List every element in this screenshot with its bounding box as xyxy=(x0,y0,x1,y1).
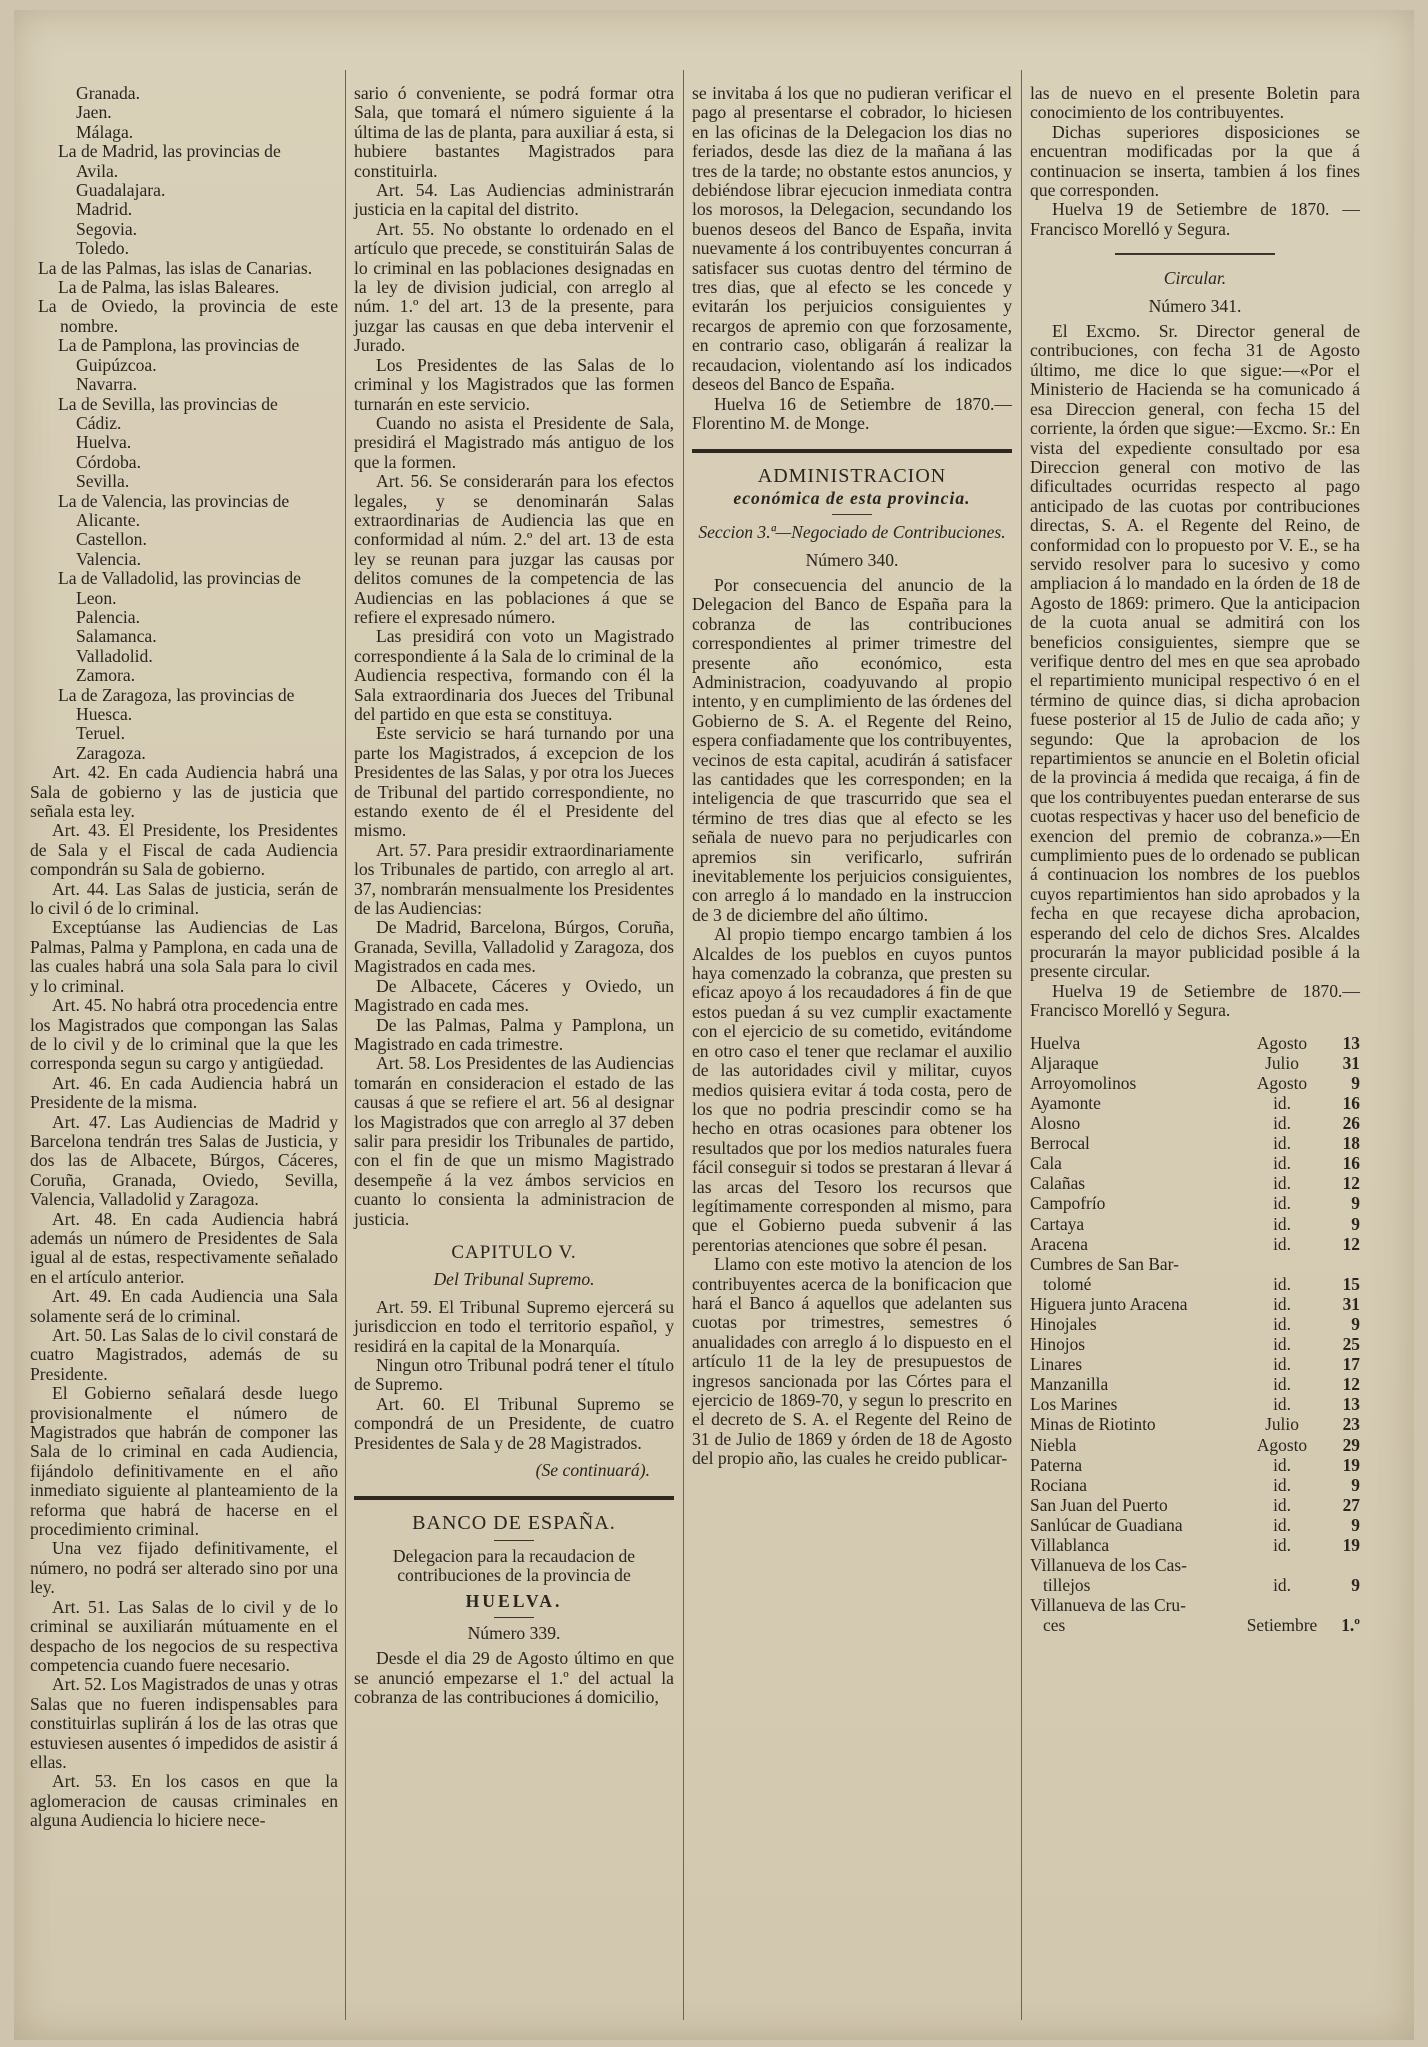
town-row xyxy=(1030,1334,1360,1354)
town-row xyxy=(1030,1294,1360,1314)
list-line: La de Valladolid, las provincias de xyxy=(58,568,301,589)
approval-day: 18 xyxy=(1342,1133,1360,1154)
short-rule xyxy=(832,514,872,515)
town-name: tolomé xyxy=(1030,1273,1092,1294)
approval-month: id. xyxy=(1273,1575,1291,1596)
paragraph: Art. 44. Las Salas de justicia, serán de lo civil ó de lo criminal. xyxy=(30,878,338,919)
approval-day: 15 xyxy=(1342,1273,1360,1294)
list-line: La de Oviedo, la provincia de este nombre. xyxy=(38,296,338,336)
list-line: Sevilla. xyxy=(76,471,130,492)
approval-month: Agosto xyxy=(1256,1072,1308,1093)
list-line: Teruel. xyxy=(76,723,126,744)
paragraph: Art. 56. Se considerarán para los efectos legales, y se denominarán Salas extraordinarias de Audiencia las que en conformidad al núm. 2.º del art. 13 de esta ley se reunan para juzgar las causas por delitos comunes de la competencia de las Audiencias en las poblaciones á que se refiere el expresado número. xyxy=(354,471,674,627)
column-2 xyxy=(354,84,674,1708)
approval-day: 26 xyxy=(1342,1113,1360,1134)
approval-day xyxy=(1324,1595,1360,1615)
approval-month: id. xyxy=(1273,1474,1291,1495)
paragraph: Art. 53. En los casos en que la aglomeracion de causas criminales en alguna Audiencia lo hiciere nece- xyxy=(30,1771,338,1831)
approval-day: 23 xyxy=(1342,1414,1360,1435)
approval-month xyxy=(1240,1254,1324,1274)
list-line: La de Sevilla, las provincias de xyxy=(58,393,278,414)
town-name: Cala xyxy=(1030,1153,1062,1174)
list-line: Málaga. xyxy=(76,121,134,142)
paragraph: Art. 55. No obstante lo ordenado en el artículo que precede, se constituirán Salas de lo criminal en las poblaciones designadas en la ley de division judicial, con arreglo al núm. 1.º del art. 13 de la presente, para juzgar las causas en que deba intervenir el Jurado. xyxy=(354,218,674,356)
town-row xyxy=(1030,1495,1360,1515)
list-line: Salamanca. xyxy=(76,626,157,647)
paragraph: De las Palmas, Palma y Pamplona, un Magistrado en cada trimestre. xyxy=(354,1014,674,1054)
approval-month: id. xyxy=(1273,1354,1291,1375)
town-row xyxy=(1030,1455,1360,1475)
centered-line: Número 340. xyxy=(805,549,899,570)
list-line: Castellon. xyxy=(76,529,147,550)
approval-day xyxy=(1324,1254,1360,1274)
list-line: Guadalajara. xyxy=(76,180,166,201)
list-line: Madrid. xyxy=(76,199,133,220)
town-name: Los Marines xyxy=(1030,1394,1118,1415)
approval-day: 9 xyxy=(1351,1213,1360,1234)
approval-day: 9 xyxy=(1351,1575,1360,1596)
approval-month: id. xyxy=(1273,1133,1291,1154)
separator-rule xyxy=(1115,253,1275,255)
town-row xyxy=(1030,1214,1360,1234)
section-heading: CAPITULO V. xyxy=(451,1241,577,1263)
list-line: Huelva. xyxy=(76,432,132,453)
list-line: Segovia. xyxy=(76,218,138,239)
town-row xyxy=(1030,1033,1360,1053)
approval-day: 13 xyxy=(1342,1394,1360,1415)
town-row xyxy=(1030,1575,1360,1595)
list-line: La de las Palmas, las islas de Canarias. xyxy=(38,257,313,278)
town-name: Ayamonte xyxy=(1030,1092,1101,1113)
approval-month: id. xyxy=(1273,1394,1291,1415)
approval-day: 27 xyxy=(1342,1494,1360,1515)
list-line: Jaen. xyxy=(76,102,112,123)
approval-month: id. xyxy=(1273,1233,1291,1254)
approval-day: 17 xyxy=(1342,1354,1360,1375)
approval-day: 16 xyxy=(1342,1092,1360,1113)
town-name: Hinojales xyxy=(1030,1314,1097,1334)
approval-day: 9 xyxy=(1351,1314,1360,1334)
town-row xyxy=(1030,1113,1360,1133)
approval-month: id. xyxy=(1273,1514,1291,1535)
list-line: Valencia. xyxy=(76,548,141,569)
town-name: Calañas xyxy=(1030,1173,1086,1194)
list-line: Guipúzcoa. xyxy=(76,354,157,375)
paragraph: Las presidirá con voto un Magistrado correspondiente á la Sala de lo criminal de la Audiencia respectiva, formando con él la Sala extraordinaria dos Jueces del Tribunal del partido en que esta se constituya. xyxy=(354,626,674,724)
paragraph: Los Presidentes de las Salas de lo criminal y los Magistrados que las formen turnarán en este servicio. xyxy=(354,354,674,414)
approval-month: id. xyxy=(1273,1213,1291,1234)
approval-day: 19 xyxy=(1342,1535,1360,1556)
town-name: Minas de Riotinto xyxy=(1030,1414,1156,1435)
town-row xyxy=(1030,1394,1360,1414)
approval-month: Julio xyxy=(1265,1052,1299,1073)
approval-month: id. xyxy=(1273,1454,1291,1475)
town-row xyxy=(1030,1093,1360,1113)
paragraph: se invitaba á los que no pudieran verificar el pago al presentarse el cobrador, lo hiciesen en las oficinas de la Delegacion los dias no feriados, desde las diez de la mañana á las tres de la tarde; no obstante estos anuncios, y debiéndose librar ejecucion inmediata contra los morosos, la Delegacion, secundando los buenos deseos del Banco de España, invita nuevamente á los contribuyentes concurran á satisfacer sus cuotas dentro del término de tres dias, que al efecto se les concede y evitarán los perjuicios consiguientes y recargos de apremio con que forzosamente, en contrario caso, obligarán á realizar la recaudacion, violentando así los indicados deseos del Banco de España. xyxy=(692,83,1012,395)
list-line: Córdoba. xyxy=(76,451,141,472)
list-line: Zamora. xyxy=(76,665,136,686)
town-row xyxy=(1030,1475,1360,1495)
column-rule xyxy=(345,70,346,2020)
approval-day: 31 xyxy=(1342,1052,1360,1073)
section-subheading: económica de esta provincia. xyxy=(733,487,971,508)
town-row xyxy=(1030,1515,1360,1535)
town-name: Niebla xyxy=(1030,1434,1077,1455)
approval-month: id. xyxy=(1273,1273,1291,1294)
column-rule xyxy=(1021,70,1022,2020)
approval-day: 1.º xyxy=(1341,1615,1360,1636)
town-row xyxy=(1030,1053,1360,1073)
section-subheading: HUELVA. xyxy=(465,1590,563,1611)
list-line: La de Pamplona, las provincias de xyxy=(58,335,300,356)
paragraph: las de nuevo en el presente Boletin para conocimiento de los contribuyentes. xyxy=(1030,83,1360,123)
list-line: Leon. xyxy=(76,587,117,608)
town-name: San Juan del Puerto xyxy=(1030,1494,1168,1515)
column-1 xyxy=(30,84,338,1831)
approval-month xyxy=(1240,1595,1324,1615)
approval-day xyxy=(1324,1555,1360,1575)
paragraph: Art. 51. Las Salas de lo civil y de lo criminal se auxiliarán mútuamente en el despacho de los negocios de su respectiva competencia cuando fuere necesario. xyxy=(30,1596,338,1675)
town-row xyxy=(1030,1254,1360,1274)
paragraph: Huelva 19 de Setiembre de 1870. —Francisco Morelló y Segura. xyxy=(1030,199,1360,239)
approval-month xyxy=(1240,1555,1324,1575)
town-row xyxy=(1030,1435,1360,1455)
approval-day: 12 xyxy=(1342,1233,1360,1254)
list-line: La de Madrid, las provincias de xyxy=(58,141,281,162)
approval-month: Agosto xyxy=(1256,1032,1308,1053)
town-row xyxy=(1030,1615,1360,1635)
approval-month: id. xyxy=(1273,1334,1291,1355)
town-name: Paterna xyxy=(1030,1454,1083,1475)
approval-day: 16 xyxy=(1342,1153,1360,1174)
approval-day: 25 xyxy=(1342,1334,1360,1355)
paragraph: Art. 54. Las Audiencias administrarán justicia en la capital del distrito. xyxy=(354,180,674,220)
approval-month: id. xyxy=(1273,1113,1291,1134)
paragraph: Art. 48. En cada Audiencia habrá además un número de Presidentes de Sala igual al de estas, respectivamente señalado en el artículo anterior. xyxy=(30,1208,338,1287)
town-row xyxy=(1030,1354,1360,1374)
town-name: tillejos xyxy=(1030,1575,1091,1596)
town-row xyxy=(1030,1173,1360,1193)
paragraph: Ningun otro Tribunal podrá tener el título de Supremo. xyxy=(354,1355,674,1395)
section-heading: ADMINISTRACION xyxy=(757,465,947,488)
approval-month: id. xyxy=(1273,1173,1291,1194)
column-rule xyxy=(683,70,684,2020)
town-name: Campofrío xyxy=(1030,1193,1106,1214)
paragraph: Llamo con este motivo la atencion de los contribuyentes acerca de la bonificacion que hará el Banco á aquellos que adelanten sus cuotas por trimestres, semestres ó anualidades con arreglo á lo dispuesto en el artículo 11 de la ley de presupuestos de ingresos sancionada por las Córtes para el ejercicio de 1869-70, y segun lo prescrito en el decreto de S. A. el Regente del Reino de 31 de Julio de 1869 y órden de 18 de Agosto del propio año, las cuales he creido publicar- xyxy=(692,1254,1012,1469)
paragraph: De Madrid, Barcelona, Búrgos, Coruña, Granada, Sevilla, Valladolid y Zaragoza, dos Magistrados en cada mes. xyxy=(354,917,674,977)
town-row xyxy=(1030,1535,1360,1555)
paragraph: sario ó conveniente, se podrá formar otra Sala, que tomará el número siguiente á la última de las de planta, para auxiliar á esta, si hubiere bastantes Magistrados para constituirla. xyxy=(354,83,674,181)
paragraph: Desde el dia 29 de Agosto último en que se anunció empezarse el 1.º del actual la cobranza de las contribuciones á domicilio, xyxy=(354,1648,674,1708)
town-name: Aracena xyxy=(1030,1233,1088,1254)
paragraph: Art. 47. Las Audiencias de Madrid y Barcelona tendrán tres Salas de Justicia, y dos las de Albacete, Búrgos, Cáceres, Coruña, Granada, Oviedo, Sevilla, Valencia, Valladolid y Zaragoza. xyxy=(30,1111,338,1210)
separator-rule xyxy=(354,1496,674,1500)
town-row xyxy=(1030,1234,1360,1254)
paragraph: Por consecuencia del anuncio de la Delegacion del Banco de España para la cobranza de las contribuciones correspondientes al primer trimestre del presente año económico, esta Administracion, coadyuvando al propio intento, y en cumplimiento de las órdenes del Gobierno de S. A. el Regente del Reino, espera confiadamente que los contribuyentes, vecinos de esta capital, acudirán á satisfacer las cantidades que les corresponden; en la inteligencia de que trascurrido que sea el término de tres dias que al efecto se les señala de nuevo para no perjudicarles con apremios sin verificarlo, sufrirán inevitablemente los perjuicios consiguientes, con arreglo á lo mandado en la instruccion de 3 de diciembre del año último. xyxy=(692,574,1012,925)
newspaper-page xyxy=(14,10,1414,2040)
approval-day: 31 xyxy=(1342,1293,1360,1314)
town-row xyxy=(1030,1374,1360,1394)
town-row xyxy=(1030,1073,1360,1093)
town-name: Hinojos xyxy=(1030,1334,1086,1355)
town-name: Aljaraque xyxy=(1030,1052,1099,1073)
town-row xyxy=(1030,1595,1360,1615)
list-line: Huesca. xyxy=(76,704,133,724)
paragraph: Art. 49. En cada Audiencia una Sala solamente será de lo criminal. xyxy=(30,1286,338,1326)
towns-table xyxy=(1030,1033,1360,1636)
list-line: Zaragoza. xyxy=(76,742,146,763)
paragraph: Art. 58. Los Presidentes de las Audiencias tomarán en consideracion el estado de las causas á que se refiere el art. 56 al designar los Magistrados que con arreglo al 37 deben salir para presidir los Tribunales de partido, con el fin de que un mismo Magistrado desempeñe á la vez ámbos servicios en cuanto lo consienta la administracion de justicia. xyxy=(354,1053,674,1229)
paragraph: Art. 42. En cada Audiencia habrá una Sala de gobierno y las de justicia que señala esta ley. xyxy=(30,762,338,822)
paragraph: Huelva 19 de Setiembre de 1870.—Francisco Morelló y Segura. xyxy=(1030,980,1360,1021)
town-name: Berrocal xyxy=(1030,1133,1090,1154)
paragraph: Dichas superiores disposiciones se encuentran modificadas por la que á continuacion se inserta, tambien á los fines que corresponden. xyxy=(1030,121,1360,201)
list-line: Alicante. xyxy=(76,509,140,530)
approval-month: Setiembre xyxy=(1246,1615,1318,1636)
town-name: Sanlúcar de Guadiana xyxy=(1030,1514,1183,1535)
approval-month: id. xyxy=(1273,1374,1291,1395)
italic-heading: Seccion 3.ª—Negociado de Contribuciones. xyxy=(698,522,1006,543)
approval-month: id. xyxy=(1273,1314,1291,1334)
town-name: Villanueva de las Cru- xyxy=(1030,1595,1186,1616)
approval-day: 12 xyxy=(1342,1374,1360,1395)
list-line: La de Palma, las islas Baleares. xyxy=(58,277,280,298)
paragraph: Art. 60. El Tribunal Supremo se compondrá de un Presidente, de cuatro Presidentes de Sala y de 28 Magistrados. xyxy=(354,1393,674,1453)
approval-month: id. xyxy=(1273,1193,1291,1214)
town-name: Villablanca xyxy=(1030,1535,1110,1556)
list-line: Cádiz. xyxy=(76,412,122,433)
approval-day: 13 xyxy=(1342,1032,1360,1053)
town-name: Manzanilla xyxy=(1030,1374,1109,1395)
approval-day: 29 xyxy=(1342,1434,1360,1455)
town-row xyxy=(1030,1274,1360,1294)
list-line: Avila. xyxy=(76,160,119,181)
italic-heading: Circular. xyxy=(1163,268,1227,289)
centered-line: Número 339. xyxy=(467,1623,561,1644)
short-rule xyxy=(494,1617,534,1618)
town-name: Huelva xyxy=(1030,1032,1081,1053)
paragraph: Al propio tiempo encargo tambien á los Alcaldes de los pueblos en cuyos puntos haya comenzado la cobranza, que presten su eficaz apoyo á los recaudadores á fin de que estos puedan á su vez cumplir exactamente con el ejercicio de su cometido, evitándome en otro caso el tener que reclamar el auxilio de las autoridades civil y militar, cuyos medios quisiera evitar á toda costa, pero de los que no podria prescindir como se ha hecho en otras ocasiones para obtener los resultados que por los medios naturales fuera fácil conseguir si todos se prestaran á llevar á las arcas del Tesoro los recursos que legítimamente corresponden al mismo, para que el Gobierno pueda subvenir á las perentorias atenciones que sobre él pesan. xyxy=(692,924,1012,1255)
section-heading: BANCO DE ESPAÑA. xyxy=(412,1512,616,1535)
approval-day: 12 xyxy=(1342,1173,1360,1194)
town-name: Arroyomolinos xyxy=(1030,1072,1137,1093)
town-name: Alosno xyxy=(1030,1113,1081,1134)
italic-note: (Se continuará). xyxy=(535,1460,650,1481)
paragraph: El Gobierno señalará desde luego provisionalmente el número de Magistrados que habrán de componer las Sala de lo criminal en cada Audiencia, fijándolo definitivamente en el año inmediato siguiente al planteamiento de la reforma que habrá de hacerse en el procedimiento criminal. xyxy=(30,1383,338,1540)
town-row xyxy=(1030,1193,1360,1213)
list-line: Valladolid. xyxy=(76,645,153,666)
italic-heading: Del Tribunal Supremo. xyxy=(433,1269,595,1290)
centered-line: Delegacion para la recaudacion de contribuciones de la provincia de xyxy=(392,1545,636,1586)
paragraph: Cuando no asista el Presidente de Sala, presidirá el Magistrado más antiguo de los que la formen. xyxy=(354,412,674,472)
approval-month: Agosto xyxy=(1256,1434,1308,1455)
list-line: Toledo. xyxy=(76,238,130,259)
centered-line: Número 341. xyxy=(1148,295,1242,316)
town-row xyxy=(1030,1153,1360,1173)
approval-month: id. xyxy=(1273,1535,1291,1556)
list-line: La de Zaragoza, las provincias de xyxy=(58,684,295,705)
approval-month: id. xyxy=(1273,1153,1291,1174)
list-line: La de Valencia, las provincias de xyxy=(58,490,290,511)
town-name: Linares xyxy=(1030,1354,1083,1375)
approval-month: id. xyxy=(1273,1293,1291,1314)
separator-rule xyxy=(692,449,1012,453)
paragraph: Huelva 16 de Setiembre de 1870.—Florentino M. de Monge. xyxy=(692,393,1012,433)
short-rule xyxy=(494,1540,534,1541)
town-name: Cumbres de San Bar- xyxy=(1030,1253,1179,1274)
paragraph: Art. 59. El Tribunal Supremo ejercerá su jurisdiccion en todo el territorio español, y residirá en la capital de la Monarquía. xyxy=(354,1296,674,1356)
approval-day: 9 xyxy=(1351,1193,1360,1214)
approval-month: id. xyxy=(1273,1092,1291,1113)
paragraph: Art. 52. Los Magistrados de unas y otras Salas que no fueren indispensables para constituirlas suplirán á los de las otras que estuviesen ausentes ó impedidos de asistir á ellas. xyxy=(30,1674,338,1772)
list-line: Navarra. xyxy=(76,374,138,395)
list-line: Palencia. xyxy=(76,606,140,627)
town-name: ces xyxy=(1030,1615,1066,1636)
paragraph: Art. 46. En cada Audiencia habrá un Presidente de la misma. xyxy=(30,1072,338,1113)
town-row xyxy=(1030,1314,1360,1334)
list-line: Granada. xyxy=(76,83,140,103)
town-name: Higuera junto Aracena xyxy=(1030,1293,1188,1314)
column-4-text xyxy=(1030,84,1360,1021)
paragraph: Exceptúanse las Audiencias de Las Palmas, Palma y Pamplona, en cada una de las cuales habrá una sola Sala para lo civil y lo criminal. xyxy=(30,917,338,996)
paragraph: Art. 50. Las Salas de lo civil constará de cuatro Magistrados, además de su Presidente. xyxy=(30,1325,338,1384)
paragraph: Art. 57. Para presidir extraordinariamente los Tribunales de partido, con arreglo al art. 37, nombrarán mensualmente los Presidentes de las Audiencias: xyxy=(354,839,674,919)
paragraph: De Albacete, Cáceres y Oviedo, un Magistrado en cada mes. xyxy=(354,975,674,1016)
approval-month: id. xyxy=(1273,1494,1291,1515)
paragraph: Una vez fijado definitivamente, el número, no podrá ser alterado sino por una ley. xyxy=(30,1538,338,1598)
paragraph: Art. 43. El Presidente, los Presidentes de Sala y el Fiscal de cada Audiencia compondrán su Sala de gobierno. xyxy=(30,820,338,880)
paragraph: Art. 45. No habrá otra procedencia entre los Magistrados que compongan las Salas de lo civil y de lo criminal que la que les corresponda segun su cargo y antigüedad. xyxy=(30,995,338,1074)
approval-day: 9 xyxy=(1351,1514,1360,1535)
approval-month: Julio xyxy=(1265,1414,1299,1435)
paragraph: Este servicio se hará turnando por una parte los Magistrados, á excepcion de los Presidentes de las Salas, y por otra los Jueces de Tribunal del partido correspondiente, no estando exento de él el Presidente del mismo. xyxy=(354,723,674,841)
paragraph: El Excmo. Sr. Director general de contribuciones, con fecha 31 de Agosto último, me dice lo que sigue:—«Por el Ministerio de Hacienda se ha comunicado á esa Direccion general, con fecha 15 del corriente, la órden que sigue:—Excmo. Sr.: En vista del expediente consultado por esa Direccion general con motivo de las dificultades ocurridas respecto al pago anticipado de las cuotas por contribuciones directas, S. A. el Regente del Reino, de conformidad con lo propuesto por V. E., se ha servido resolver para lo sucesivo y como ampliacion á lo mandado en la órden de 18 de Agosto de 1869: primero. Que la anticipacion de la cuota anual se admitirá con los beneficios consiguientes, siempre que se verifique dentro del mes en que sea aprobado el repartimiento municipal respectivo ó en el término de quince dias, si dicha aprobacion fuese posterior al 15 de Julio de cada año; y segundo: Que la aprobacion de los repartimientos se anuncie en el Boletin oficial de la provincia á medida que recaiga, á fin de que los contribuyentes puedan enterarse de sus cuotas respectivas y hacer uso del beneficio de exencion del premio de cobranza.»—En cumplimiento pues de lo ordenado se publican á continuacion los nombres de los pueblos cuyos repartimientos han sido aprobados y la fecha en que recayese dicha aprobacion, esperando del celo de dichos Sres. Alcaldes procurarán la mayor publicidad posible á la presente circular. xyxy=(1030,321,1360,982)
town-name: Cartaya xyxy=(1030,1213,1085,1234)
town-row xyxy=(1030,1555,1360,1575)
column-4 xyxy=(1030,84,1360,1636)
town-name: Rociana xyxy=(1030,1474,1087,1495)
approval-day: 19 xyxy=(1342,1454,1360,1475)
town-row xyxy=(1030,1133,1360,1153)
column-3 xyxy=(692,84,1012,1469)
town-name: Villanueva de los Cas- xyxy=(1030,1555,1187,1576)
town-row xyxy=(1030,1414,1360,1434)
approval-day: 9 xyxy=(1351,1474,1360,1495)
approval-day: 9 xyxy=(1351,1072,1360,1093)
